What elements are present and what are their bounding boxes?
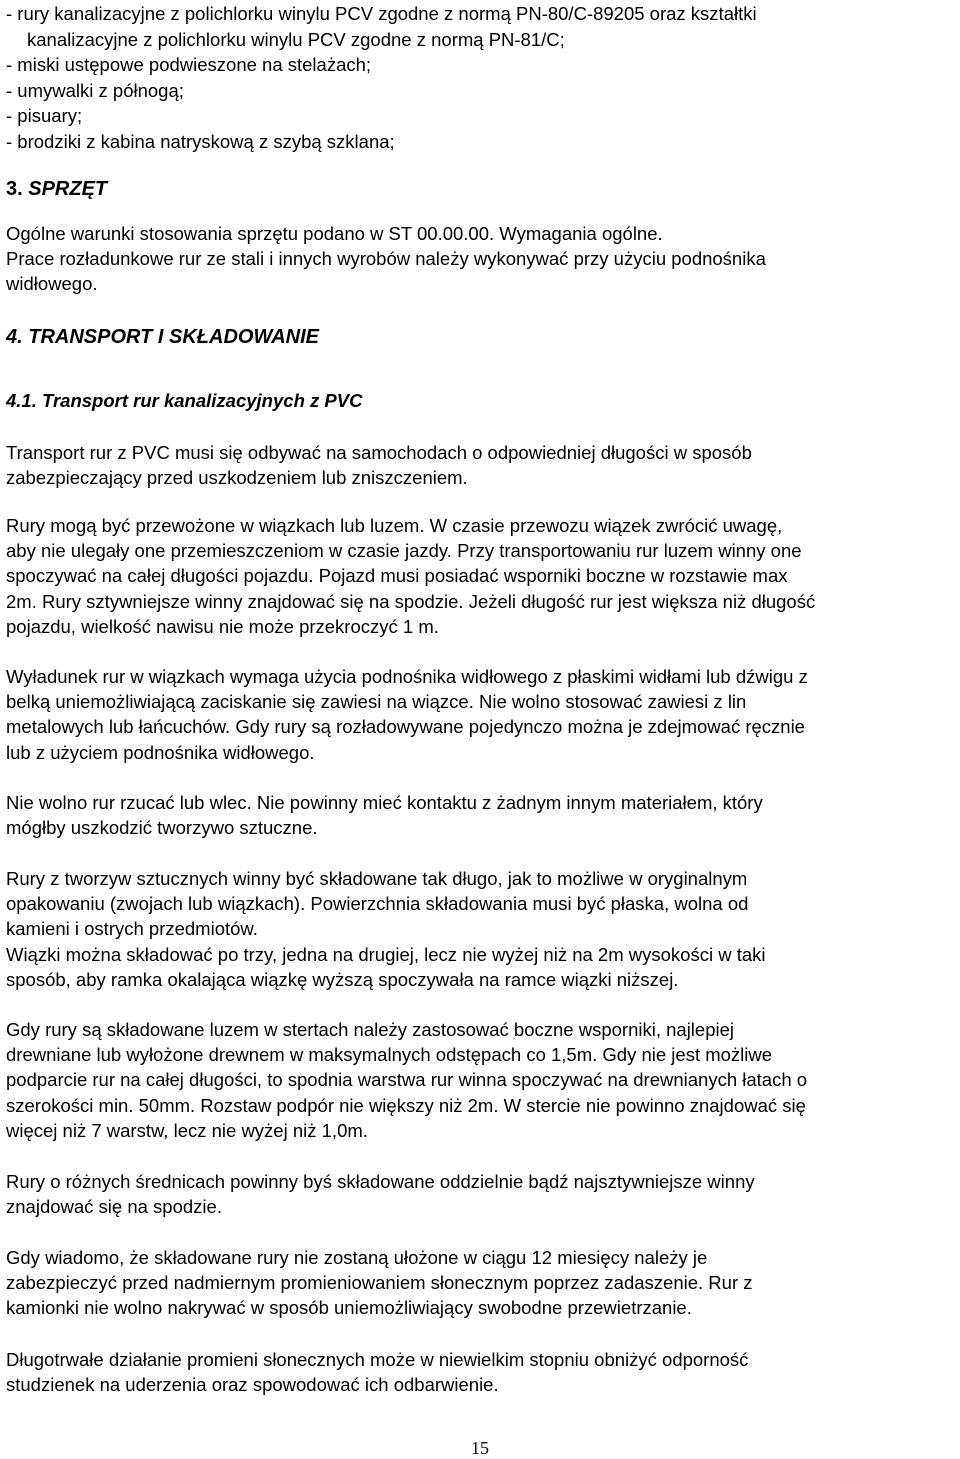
text-line: pojazdu, wielkość nawisu nie może przekroczyć 1 m. [6, 615, 439, 637]
paragraph [6, 1017, 954, 1143]
text-line: zabezpieczający przed uszkodzeniem lub zniszczeniem. [6, 467, 468, 489]
list-item: - miski ustępowe podwieszone na stelażach; [6, 54, 372, 76]
text-line: mógłby uszkodzić tworzywo sztuczne. [6, 817, 318, 839]
paragraph [6, 1245, 954, 1321]
list-item: - pisuary; [6, 105, 83, 127]
text-line: drewniane lub wyłożone drewnem w maksymalnych odstępach co 1,5m. Gdy nie jest możliwe [6, 1044, 773, 1066]
section-4-heading [6, 326, 319, 349]
text-line: Ogólne warunki stosowania sprzętu podano w ST 00.00.00. Wymagania ogólne. [6, 223, 663, 244]
text-line: studzienek na uderzenia oraz spowodować ich odbarwienie. [6, 1374, 499, 1396]
section-number: 4. [6, 326, 23, 348]
text-line: znajdować się na spodzie. [6, 1196, 222, 1218]
text-line: 2m. Rury sztywniejsze winny znajdować się na spodzie. Jeżeli długość rur jest większa niż długość [6, 590, 816, 612]
paragraph [6, 1169, 954, 1219]
paragraph [6, 664, 954, 765]
materials-list [6, 0, 757, 155]
text-line: spoczywać na całej długości pojazdu. Pojazd musi posiadać wsporniki boczne w rozstawie max [6, 565, 788, 587]
text-line: Wyładunek rur w wiązkach wymaga użycia podnośnika widłowego z płaskimi widłami lub dźwigu z [6, 666, 808, 687]
text-line: Nie wolno rur rzucać lub wlec. Nie powinny mieć kontaktu z żadnym innym materiałem, który [6, 792, 763, 813]
text-line: Długotrwałe działanie promieni słonecznych może w niewielkim stopniu obniżyć odporność [6, 1349, 749, 1370]
text-line: aby nie ulegały one przemieszczeniom w czasie jazdy. Przy transportowaniu rur luzem winny one [6, 540, 802, 562]
list-item-continuation: kanalizacyjne z polichlorku winylu PCV zgodne z normą PN-81/C; [27, 28, 565, 50]
list-item: - rury kanalizacyjne z polichlorku winylu PCV zgodne z normą PN-80/C-89205 oraz kształtki [6, 3, 757, 24]
text-line: Transport rur z PVC musi się odbywać na samochodach o odpowiedniej długości w sposób [6, 442, 752, 463]
text-line: Gdy rury są składowane luzem w stertach należy zastosować boczne wsporniki, najlepiej [6, 1019, 735, 1040]
text-line: Rury mogą być przewożone w wiązkach lub luzem. W czasie przewozu wiązek zwrócić uwagę, [6, 515, 783, 536]
text-line: lub z użyciem podnośnika widłowego. [6, 741, 315, 763]
text-line: zabezpieczyć przed nadmiernym promieniowaniem słonecznym poprzez zadaszenie. Rur z [6, 1272, 753, 1294]
text-line: podparcie rur na całej długości, to spodnia warstwa rur winna spoczywać na drewnianych łatach o [6, 1069, 808, 1091]
section-title: SPRZĘT [28, 178, 108, 200]
text-line: kamionki nie wolno nakrywać w sposób uniemożliwiający swobodne przewietrzanie. [6, 1297, 692, 1319]
text-line: metalowych lub łańcuchów. Gdy rury są rozładowywane pojedynczo można je zdejmować ręcznie [6, 716, 805, 738]
text-line: Gdy wiadomo, że składowane rury nie zostaną ułożone w ciągu 12 miesięcy należy je [6, 1247, 708, 1268]
paragraph [6, 513, 954, 639]
paragraph [6, 1347, 954, 1397]
section-title: TRANSPORT I SKŁADOWANIE [28, 326, 320, 348]
text-line: Wiązki można składować po trzy, jedna na drugiej, lecz nie wyżej niż na 2m wysokości w taki [6, 943, 766, 965]
list-item: - brodziki z kabina natryskową z szybą szklana; [6, 130, 395, 152]
text-line: Rury o różnych średnicach powinny byś składowane oddzielnie bądź najsztywniejsze winny [6, 1171, 755, 1192]
section-number: 3. [6, 178, 23, 200]
paragraph [6, 790, 954, 840]
section-3-heading [6, 178, 107, 201]
text-line: kamieni i ostrych przedmiotów. [6, 918, 258, 940]
page-number: 15 [471, 1438, 489, 1458]
text-line: sposób, aby ramka okalająca wiązkę wyższą spoczywała na ramce wiązki niższej. [6, 968, 679, 990]
text-line: Prace rozładunkowe rur ze stali i innych wyrobów należy wykonywać przy użyciu podnośnika [6, 248, 766, 270]
paragraph [6, 440, 954, 490]
text-line: szerokości min. 50mm. Rozstaw podpór nie większy niż 2m. W stercie nie powinno znajdować się [6, 1094, 806, 1116]
subsection-4-1-heading: 4.1. Transport rur kanalizacyjnych z PVC [6, 390, 363, 411]
text-line: opakowaniu (zwojach lub wiązkach). Powierzchnia składowania musi być płaska, wolna od [6, 893, 749, 915]
text-line: Rury z tworzyw sztucznych winny być składowane tak długo, jak to możliwe w oryginalnym [6, 868, 748, 889]
text-line: więcej niż 7 warstw, lecz nie wyżej niż 1,0m. [6, 1119, 368, 1141]
paragraph [6, 866, 954, 992]
section-3-paragraph [6, 221, 954, 297]
text-line: belką uniemożliwiającą zaciskanie się zawiesi na wiązce. Nie wolno stosować zawiesi z lin [6, 691, 747, 713]
text-line: widłowego. [6, 273, 98, 295]
list-item: - umywalki z półnogą; [6, 79, 184, 101]
